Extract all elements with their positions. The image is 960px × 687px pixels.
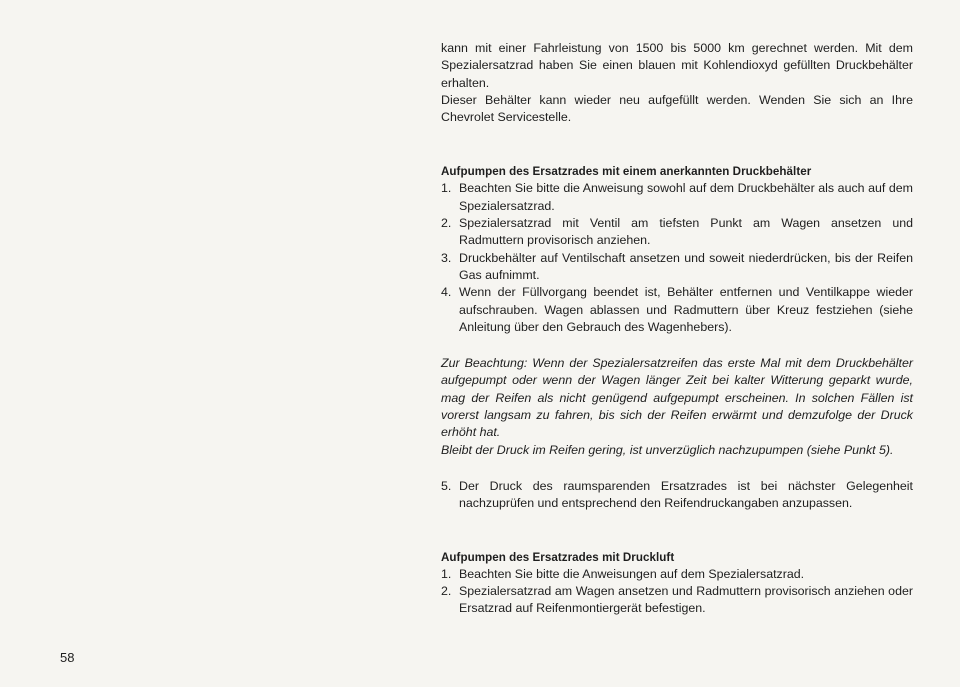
text-column xyxy=(441,40,913,617)
list-item xyxy=(441,180,913,215)
note-paragraph: Bleibt der Druck im Reifen gering, ist unverzüglich nachzupumpen (siehe Punkt 5). xyxy=(441,442,894,457)
steps-list-continued xyxy=(441,478,913,513)
item-text: Spezialersatzrad mit Ventil am tiefsten Punkt am Wagen ansetzen und Radmuttern provisorisch anziehen. xyxy=(459,216,913,248)
item-text: Beachten Sie bitte die Anweisungen auf dem Spezialersatzrad. xyxy=(459,566,805,581)
item-number: 2. xyxy=(441,216,452,231)
item-text: Wenn der Füllvorgang beendet ist, Behälter entfernen und Ventilkappe wieder aufschrauben. Wagen ablassen und Radmuttern über Kreuz festziehen (siehe Anleitung über den Gebrauch des Wagenhebers). xyxy=(459,285,913,334)
item-number: 2. xyxy=(441,583,452,598)
list-item xyxy=(441,284,913,336)
intro-paragraph: Dieser Behälter kann wieder neu aufgefüllt werden. Wenden Sie sich an Ihre Chevrolet Servicestelle. xyxy=(441,92,913,125)
item-number: 3. xyxy=(441,250,452,265)
note-paragraph: Zur Beachtung: Wenn der Spezialersatzreifen das erste Mal mit dem Druckbehälter aufgepumpt oder wenn der Wagen länger Zeit bei kalter Witterung geparkt wurde, mag der Reifen als nicht genügend aufgepumpt erscheinen. In solchen Fällen ist vorerst langsam zu fahren, bis sich der Reifen erwärmt und demzufolge der Druck erhöht hat. xyxy=(441,356,913,440)
item-text: Beachten Sie bitte die Anweisung sowohl auf dem Druckbehälter als auch auf dem Spezialersatzrad. xyxy=(459,181,913,213)
steps-list xyxy=(441,566,913,618)
list-item xyxy=(441,583,913,618)
item-text: Druckbehälter auf Ventilschaft ansetzen und soweit niederdrücken, bis der Reifen Gas aufnimmt. xyxy=(459,250,913,282)
intro-paragraph: kann mit einer Fahrleistung von 1500 bis 5000 km gerechnet werden. Mit dem Spezialersatzrad haben Sie einen blauen mit Kohlendioxyd gefüllten Druckbehälter erhalten. xyxy=(441,41,913,90)
section-pressure-container xyxy=(441,163,913,512)
item-number: 1. xyxy=(441,566,452,581)
item-number: 1. xyxy=(441,181,452,196)
item-text: Spezialersatzrad am Wagen ansetzen und Radmuttern provisorisch anziehen oder Ersatzrad auf Reifenmontiergerät befestigen. xyxy=(459,583,913,616)
list-item xyxy=(441,215,913,250)
page-number: 58 xyxy=(60,650,75,665)
list-item xyxy=(441,566,913,583)
list-item xyxy=(441,478,913,513)
list-item xyxy=(441,250,913,285)
intro-section xyxy=(441,40,913,126)
section-compressed-air xyxy=(441,549,913,618)
item-number: 4. xyxy=(441,285,452,300)
note-block xyxy=(441,355,913,459)
item-text: Der Druck des raumsparenden Ersatzrades ist bei nächster Gelegenheit nachzuprüfen und entsprechend den Reifendruckangaben anzupassen. xyxy=(459,478,913,511)
steps-list xyxy=(441,180,913,336)
section-heading: Aufpumpen des Ersatzrades mit Druckluft xyxy=(441,550,675,564)
section-heading: Aufpumpen des Ersatzrades mit einem anerkannten Druckbehälter xyxy=(441,165,812,179)
item-number: 5. xyxy=(441,478,452,493)
